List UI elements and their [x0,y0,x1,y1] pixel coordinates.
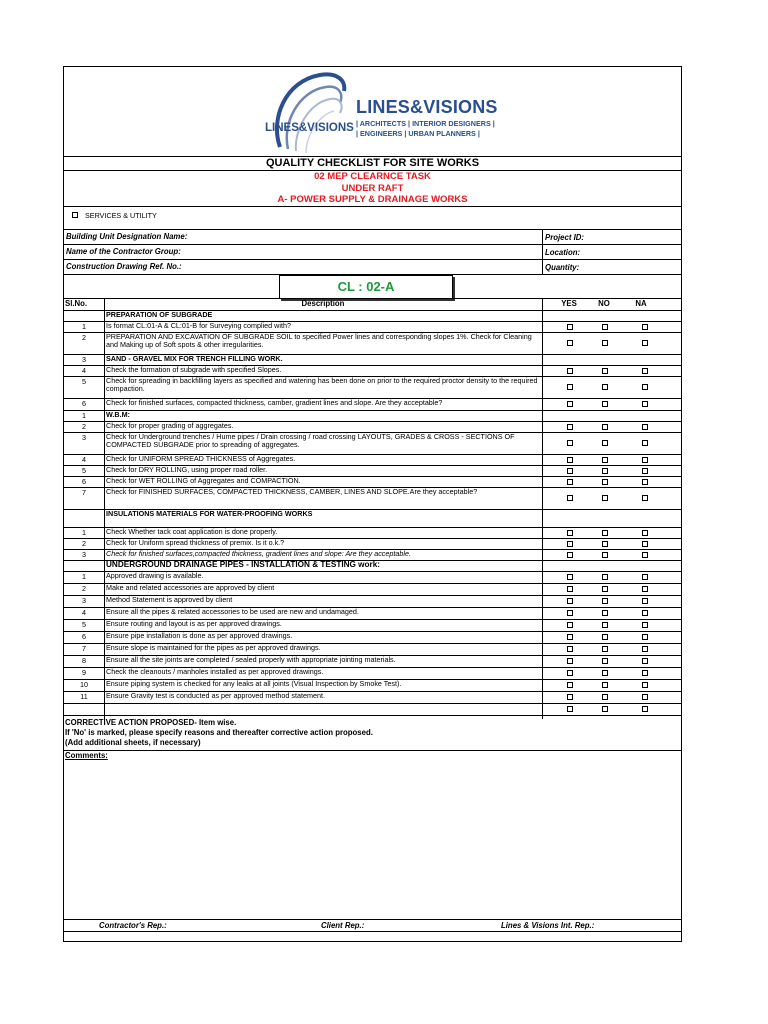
no-checkbox[interactable] [602,457,608,463]
section-header-row [64,410,681,421]
row-description: Check for finished surfaces,compacted thickness, gradient lines and slope: Are they acceptable. [106,549,411,558]
na-checkbox[interactable] [642,324,648,330]
row-divider [64,631,681,632]
yes-checkbox[interactable] [567,586,573,592]
na-checkbox[interactable] [642,495,648,501]
corrective-line-3: (Add additional sheets, if necessary) [65,738,201,747]
row-description: Check the cleanouts / manholes installed as per approved drawings. [106,667,324,676]
task-line: 02 MEP CLEARNCE TASK [314,171,431,182]
row-divider [64,487,681,488]
row-divider [64,549,681,550]
row-divider [64,643,681,644]
checklist-row [64,679,681,691]
row-divider [64,691,681,692]
na-checkbox[interactable] [642,646,648,652]
row-divider [64,365,681,366]
no-checkbox[interactable] [602,622,608,628]
yes-checkbox[interactable] [567,694,573,700]
no-checkbox[interactable] [602,694,608,700]
row-description: Check for spreading in backfilling layers as specified and watering has been done on prior to the required proctor density to the required compaction. [106,376,538,394]
yes-checkbox[interactable] [567,706,573,712]
corrective-action-block [65,718,373,748]
row-divider [64,321,681,322]
row-description: Ensure piping system is checked for any leaks at all joints (Visual Inspection by Smoke Test). [106,679,402,688]
row-divider [64,655,681,656]
yes-checkbox[interactable] [567,610,573,616]
yes-checkbox[interactable] [567,682,573,688]
row-number: 2 [82,333,86,342]
row-description: PREPARATION AND EXCAVATION OF SUBGRADE SOIL to specified Power lines and corresponding slopes 1%. Check for Cleaning and Making up of Soft spots & other irregularities. [106,332,532,350]
section-header-row [64,310,681,321]
drawing-ref-label: Construction Drawing Ref. No.: [66,262,182,271]
row-number: 7 [82,488,86,497]
row-description: Method Statement is approved by client [106,595,233,604]
brand-tagline [356,119,495,139]
yes-checkbox[interactable] [567,552,573,558]
row-divider [64,376,681,377]
col-no-header: NO [598,299,610,308]
row-number: 1 [82,322,86,331]
comments-label: Comments: [65,751,108,760]
checklist-row [64,398,681,410]
no-checkbox[interactable] [602,440,608,446]
row-divider [64,619,681,620]
na-checkbox[interactable] [642,706,648,712]
checklist-sheet [63,66,682,942]
checklist-row [64,527,681,538]
col-description-header: Description [301,299,345,308]
row-number: 2 [82,422,86,431]
no-checkbox[interactable] [602,646,608,652]
row-number: 5 [82,620,86,629]
row-divider [64,465,681,466]
checklist-code: CL : 02-A [279,275,453,299]
row-description: SAND - GRAVEL MIX FOR TRENCH FILLING WORK. [106,354,283,363]
no-checkbox[interactable] [602,401,608,407]
no-checkbox[interactable] [602,324,608,330]
na-checkbox[interactable] [642,658,648,664]
no-checkbox[interactable] [602,634,608,640]
no-checkbox[interactable] [602,658,608,664]
na-checkbox[interactable] [642,682,648,688]
yes-checkbox[interactable] [567,658,573,664]
col-na-header: NA [635,299,647,308]
na-checkbox[interactable] [642,670,648,676]
checklist-row [64,583,681,595]
yes-checkbox[interactable] [567,440,573,446]
yes-checkbox[interactable] [567,530,573,536]
no-checkbox[interactable] [602,706,608,712]
checklist-row [64,607,681,619]
row-divider [64,583,681,584]
row-divider [64,432,681,433]
no-checkbox[interactable] [602,468,608,474]
row-number: 9 [82,668,86,677]
na-checkbox[interactable] [642,384,648,390]
row-number: 1 [82,411,86,420]
row-description: Approved drawing is available. [106,571,204,580]
col-sl-header: Sl.No. [65,299,88,308]
row-divider [64,527,681,528]
no-checkbox[interactable] [602,479,608,485]
services-label: SERVICES & UTILITY [85,211,157,220]
checklist-row [64,619,681,631]
row-description: PREPARATION OF SUBGRADE [106,310,213,319]
na-checkbox[interactable] [642,622,648,628]
checklist-row [64,332,681,354]
row-divider [64,332,681,333]
row-number: 2 [82,584,86,593]
checklist-row [64,691,681,703]
no-checkbox[interactable] [602,340,608,346]
col-yes-header: YES [561,299,577,308]
corrective-line-2: If 'No' is marked, please specify reasons and thereafter corrective action proposed. [65,728,373,737]
contractor-rep-label: Contractor's Rep.: [99,921,167,930]
row-divider [64,398,681,399]
yes-checkbox[interactable] [567,324,573,330]
row-divider [64,509,681,510]
na-checkbox[interactable] [642,440,648,446]
na-checkbox[interactable] [642,586,648,592]
yes-checkbox[interactable] [567,598,573,604]
row-description: Ensure all the pipes & related accessories to be used are new and undamaged. [106,607,359,616]
corrective-line-1: CORRECTIVE ACTION PROPOSED- Item wise. [65,718,237,727]
na-checkbox[interactable] [642,694,648,700]
row-description: Check the formation of subgrade with specified Slopes. [106,365,282,374]
row-number: 6 [82,477,86,486]
checklist-row [64,365,681,376]
row-number: 8 [82,656,86,665]
row-number: 1 [82,572,86,581]
checklist-row [64,549,681,560]
na-checkbox[interactable] [642,541,648,547]
checklist-row [64,454,681,465]
row-divider [64,571,681,572]
row-number: 6 [82,632,86,641]
yes-checkbox[interactable] [567,340,573,346]
row-description: Is format CL:01-A & CL:01-B for Surveying complied with? [106,321,291,330]
row-number: 11 [80,692,88,701]
row-description: Ensure routing and layout is as per approved drawings. [106,619,282,628]
row-number: 3 [82,433,86,442]
na-checkbox[interactable] [642,598,648,604]
row-divider [64,560,681,561]
yes-checkbox[interactable] [567,384,573,390]
yes-checkbox[interactable] [567,495,573,501]
na-checkbox[interactable] [642,424,648,430]
row-number: 7 [82,644,86,653]
row-divider [64,595,681,596]
section-header-row [64,509,681,527]
row-description: Check for DRY ROLLING, using proper road roller. [106,465,268,474]
no-checkbox[interactable] [602,495,608,501]
yes-checkbox[interactable] [567,574,573,580]
brand-tagline-line-2: | ENGINEERS | URBAN PLANNERS | [356,129,480,138]
yes-checkbox[interactable] [567,401,573,407]
row-number: 4 [82,455,86,464]
location-line: UNDER RAFT [341,183,404,194]
logo-swirl-icon [260,69,350,155]
row-divider [64,607,681,608]
row-description: Check for UNIFORM SPREAD THICKNESS of Aggregates. [106,454,296,463]
no-checkbox[interactable] [602,610,608,616]
section-header-row [64,354,681,365]
checklist-row [64,465,681,476]
row-divider [64,454,681,455]
section-header-row [64,560,681,571]
no-checkbox[interactable] [602,598,608,604]
yes-checkbox[interactable] [567,368,573,374]
no-checkbox[interactable] [602,541,608,547]
row-description: UNDERGROUND DRAINAGE PIPES - INSTALLATION & TESTING work: [106,560,380,569]
row-number: 3 [82,550,86,559]
contractor-label: Name of the Contractor Group: [66,247,181,256]
na-checkbox[interactable] [642,634,648,640]
row-number: 5 [82,377,86,386]
row-number: 3 [82,355,86,364]
na-checkbox[interactable] [642,574,648,580]
row-divider [64,421,681,422]
row-number: 4 [82,366,86,375]
row-divider [64,667,681,668]
no-checkbox[interactable] [602,530,608,536]
yes-checkbox[interactable] [567,670,573,676]
location-label: Location: [545,248,581,257]
row-description: Check for WET ROLLING of Aggregates and COMPACTION. [106,476,301,485]
row-description: Ensure all the site joints are completed / sealed properly with appropriate jointing materials. [106,655,396,664]
checklist-row [64,487,681,509]
row-description: INSULATIONS MATERIALS FOR WATER-PROOFING WORKS [106,509,313,518]
yes-checkbox[interactable] [567,634,573,640]
client-rep-label: Client Rep.: [321,921,365,930]
no-checkbox[interactable] [602,368,608,374]
row-number: 10 [80,680,88,689]
na-checkbox[interactable] [642,610,648,616]
row-number: 2 [82,539,86,548]
brand-tagline-line-1: | ARCHITECTS | INTERIOR DESIGNERS | [356,119,495,128]
row-description: Check for proper grading of aggregates. [106,421,234,430]
services-checkbox[interactable] [72,212,78,218]
logo-mark-text: LINES&VISIONS [265,122,354,134]
comments-area[interactable] [64,761,681,919]
row-description: Check for FINISHED SURFACES, COMPACTED THICKNESS, CAMBER, LINES AND SLOPE.Are they acceptable? [106,487,478,496]
works-line: A- POWER SUPPLY & DRAINAGE WORKS [277,194,468,205]
row-number: 1 [82,528,86,537]
row-description: Check Whether tack coat application is done properly. [106,527,278,536]
na-checkbox[interactable] [642,530,648,536]
row-description: Ensure Gravity test is conducted as per approved method statement. [106,691,325,700]
row-divider [64,679,681,680]
na-checkbox[interactable] [642,552,648,558]
row-divider [64,538,681,539]
quantity-label: Quantity: [545,263,580,272]
row-description: Ensure slope is maintained for the pipes as per approved drawings. [106,643,321,652]
row-divider [64,703,681,704]
na-checkbox[interactable] [642,479,648,485]
checklist-row [64,631,681,643]
row-number: 3 [82,596,86,605]
row-divider [64,410,681,411]
project-id-label: Project ID: [545,233,584,242]
yes-checkbox[interactable] [567,646,573,652]
na-checkbox[interactable] [642,457,648,463]
checklist-row [64,667,681,679]
row-description: Check for Uniform spread thickness of premix. Is it o.k.? [106,538,285,547]
row-divider [64,715,681,716]
row-number: 4 [82,608,86,617]
yes-checkbox[interactable] [567,479,573,485]
no-checkbox[interactable] [602,574,608,580]
yes-checkbox[interactable] [567,541,573,547]
no-checkbox[interactable] [602,586,608,592]
row-number: 6 [82,399,86,408]
row-description: W.B.M: [106,410,130,419]
na-checkbox[interactable] [642,401,648,407]
na-checkbox[interactable] [642,468,648,474]
row-divider [64,476,681,477]
checklist-row [64,655,681,667]
na-checkbox[interactable] [642,368,648,374]
row-description: Check for finished surfaces, compacted thickness, camber, gradient lines and slope. Are they acceptable? [106,398,443,407]
checklist-row [64,321,681,332]
yes-checkbox[interactable] [567,622,573,628]
na-checkbox[interactable] [642,340,648,346]
checklist-row [64,595,681,607]
row-description: Make and related accessories are approved by client [106,583,275,592]
no-checkbox[interactable] [602,682,608,688]
yes-checkbox[interactable] [567,457,573,463]
row-number: 5 [82,466,86,475]
checklist-row [64,703,681,715]
no-checkbox[interactable] [602,552,608,558]
checklist-row [64,421,681,432]
checklist-row [64,432,681,454]
no-checkbox[interactable] [602,670,608,676]
lv-rep-label: Lines & Visions Int. Rep.: [501,921,595,930]
checklist-row [64,538,681,549]
yes-checkbox[interactable] [567,424,573,430]
checklist-row [64,643,681,655]
no-checkbox[interactable] [602,384,608,390]
checklist-title: QUALITY CHECKLIST FOR SITE WORKS [265,157,480,169]
row-divider [64,354,681,355]
row-description: Ensure pipe installation is done as per approved drawings. [106,631,293,640]
checklist-row [64,376,681,398]
brand-name: LINES&VISIONS [356,97,498,117]
no-checkbox[interactable] [602,424,608,430]
checklist-row [64,571,681,583]
building-label: Building Unit Designation Name: [66,232,188,241]
yes-checkbox[interactable] [567,468,573,474]
checklist-row [64,476,681,487]
row-description: Check for Underground trenches / Hume pipes / Drain crossing / road crossing LAYOUTS, GRADES & CROSS - SECTIONS OF COMPACTED SUBGRADE prior to spreading of aggregates. [106,432,515,450]
